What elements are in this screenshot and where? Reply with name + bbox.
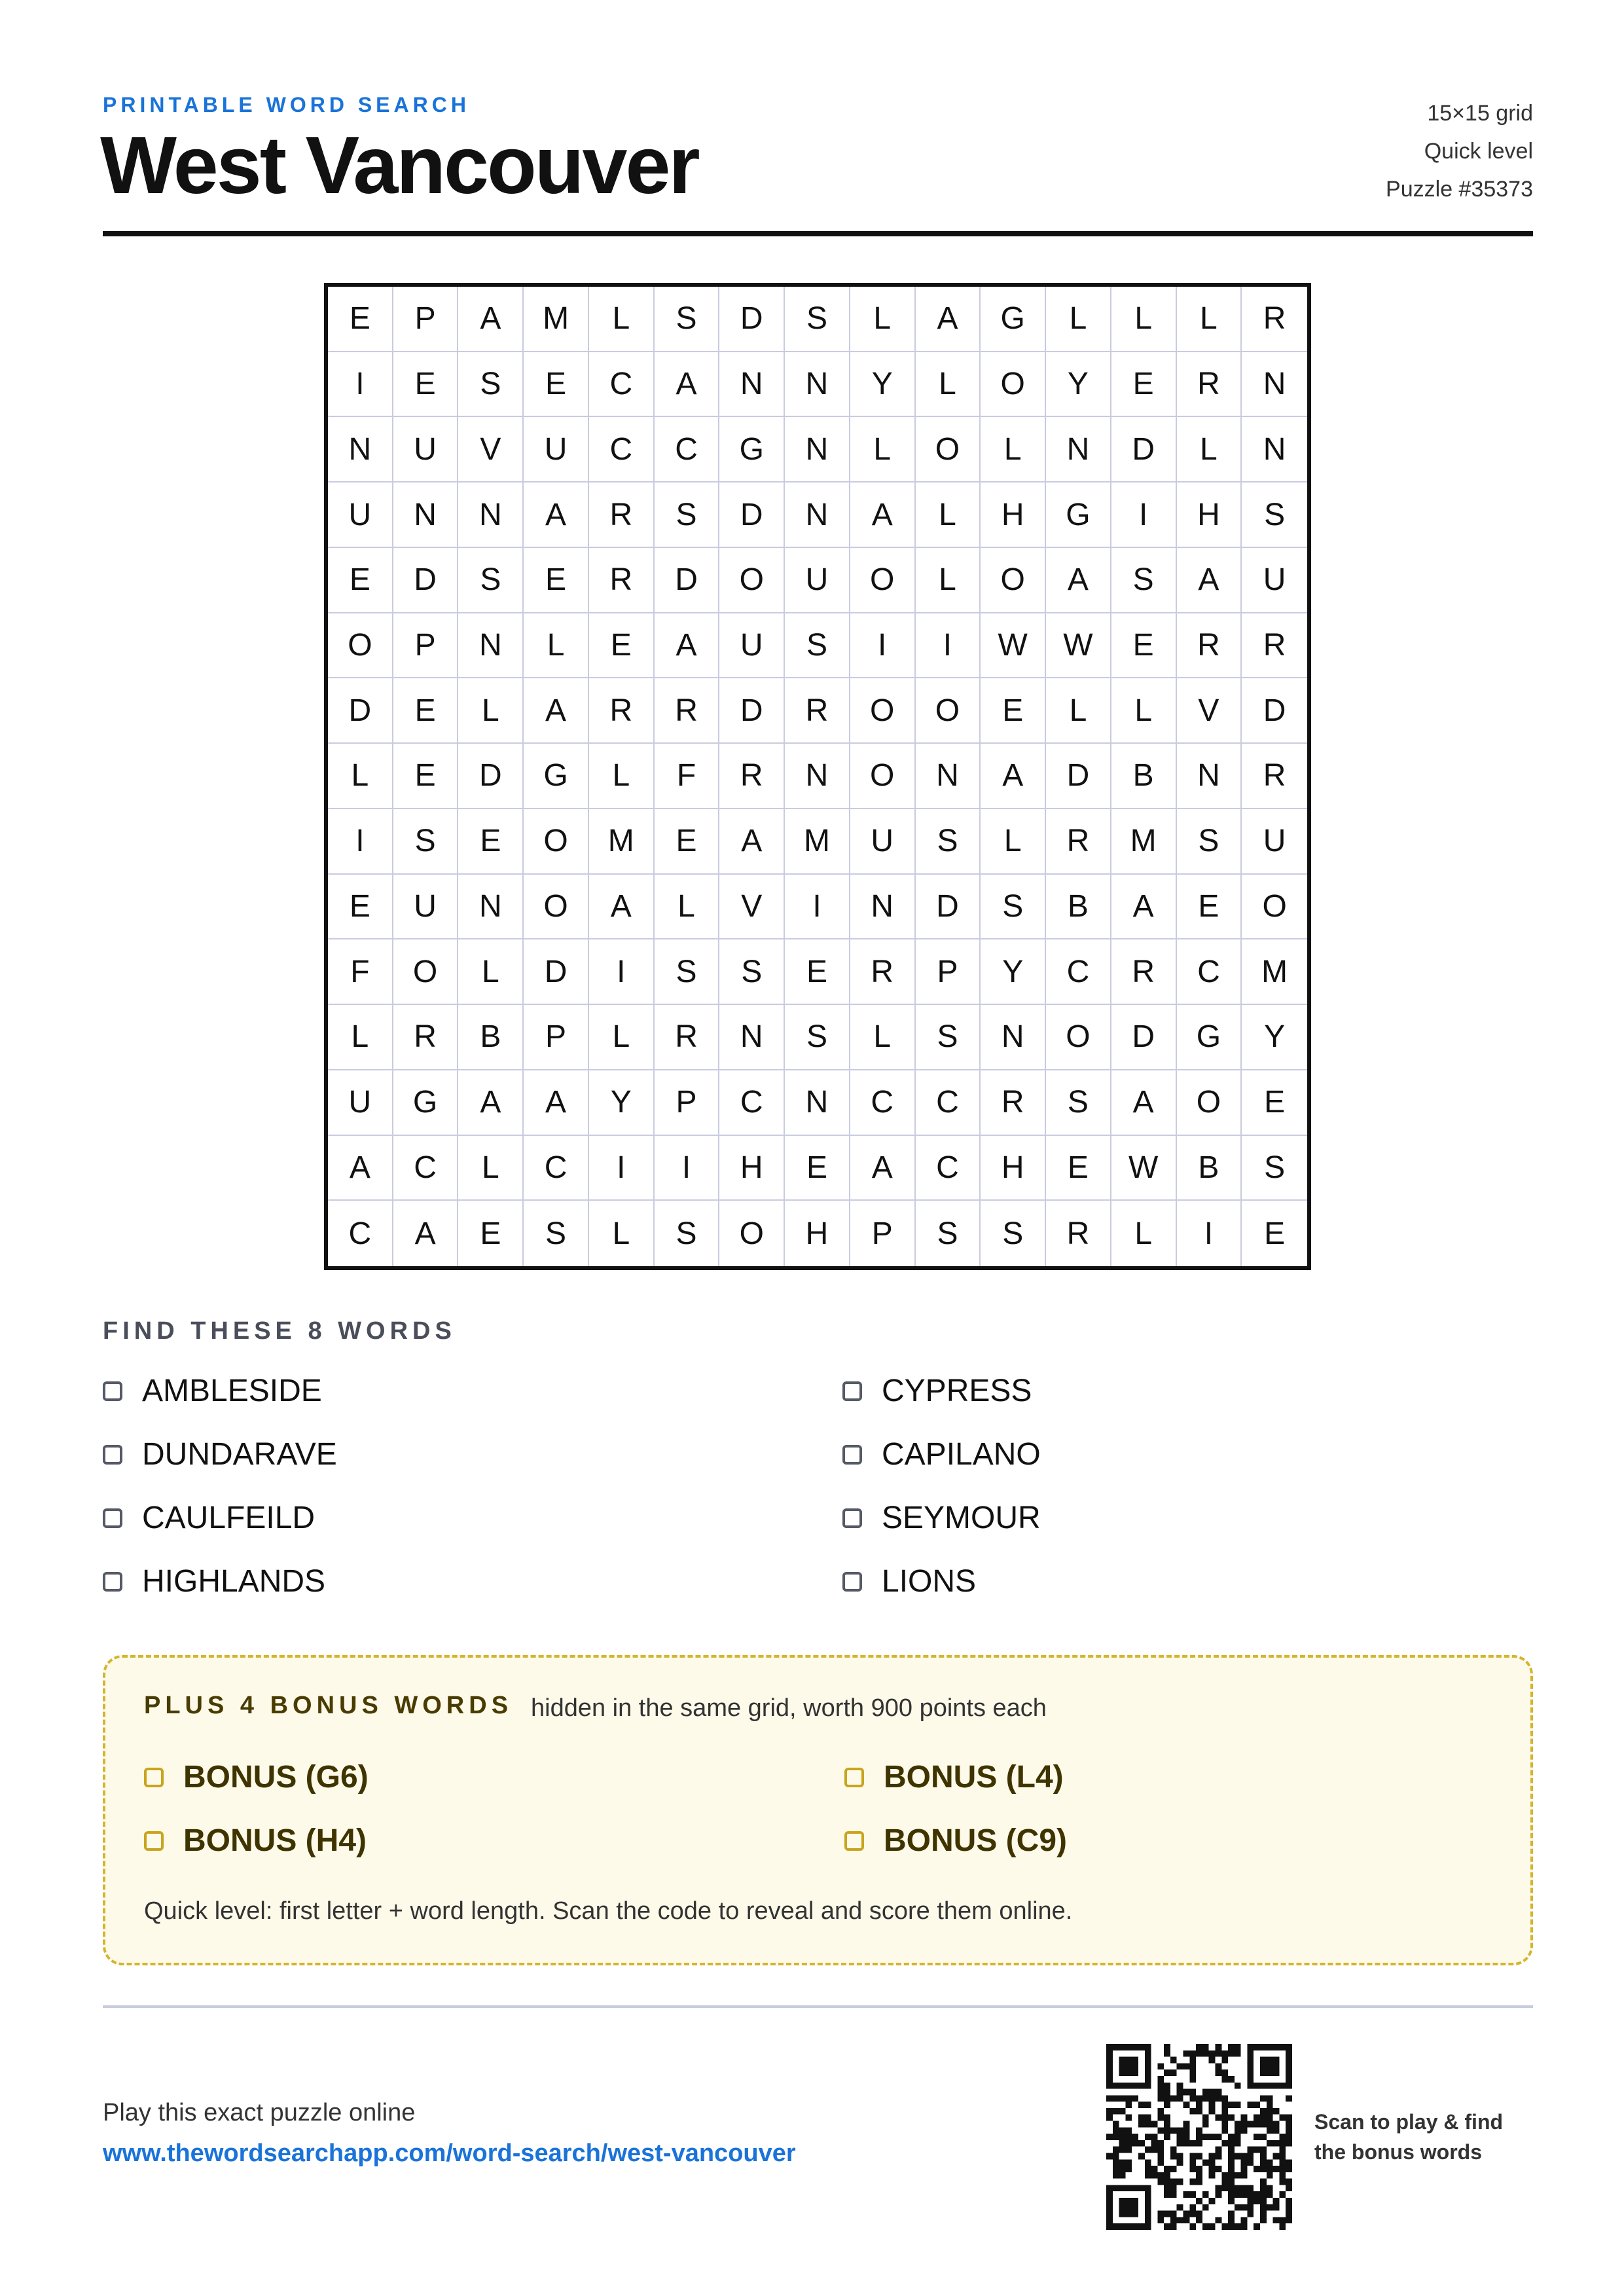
grid-cell[interactable]: C	[524, 1136, 589, 1201]
grid-cell[interactable]: A	[655, 613, 720, 679]
checkbox-icon[interactable]	[842, 1445, 862, 1465]
checkbox-icon[interactable]	[144, 1831, 164, 1851]
grid-cell[interactable]: D	[1111, 417, 1177, 483]
bonus-item[interactable]	[844, 1823, 1499, 1858]
grid-cell[interactable]: L	[1177, 287, 1242, 352]
grid-cell[interactable]: C	[916, 1136, 981, 1201]
grid-cell[interactable]: E	[1046, 1136, 1111, 1201]
grid-cell[interactable]: O	[1177, 1070, 1242, 1136]
grid-cell[interactable]: N	[1177, 744, 1242, 809]
grid-cell[interactable]: D	[524, 939, 589, 1005]
grid-cell[interactable]: P	[916, 939, 981, 1005]
grid-cell[interactable]: N	[785, 417, 850, 483]
grid-cell[interactable]: U	[328, 1070, 393, 1136]
grid-cell[interactable]: R	[1242, 287, 1307, 352]
grid-cell[interactable]: V	[719, 875, 785, 940]
bonus-item[interactable]	[144, 1760, 844, 1795]
header-divider	[103, 231, 1533, 236]
grid-cell[interactable]: A	[850, 1136, 916, 1201]
grid-cell[interactable]: Y	[850, 352, 916, 418]
grid-cell[interactable]: N	[393, 483, 459, 548]
grid-cell[interactable]: L	[524, 613, 589, 679]
checkbox-icon[interactable]	[842, 1572, 862, 1592]
grid-cell[interactable]: A	[1111, 1070, 1177, 1136]
grid-cell[interactable]: P	[850, 1201, 916, 1266]
puzzle-number-label: Puzzle #35373	[1386, 177, 1533, 202]
grid-cell[interactable]: C	[589, 352, 655, 418]
checkbox-icon[interactable]	[144, 1768, 164, 1787]
grid-cell[interactable]: E	[458, 809, 524, 875]
grid-cell[interactable]: E	[655, 809, 720, 875]
grid-cell[interactable]: E	[393, 744, 459, 809]
grid-cell[interactable]: N	[850, 875, 916, 940]
grid-cell[interactable]: N	[916, 744, 981, 809]
letter-grid[interactable]	[324, 283, 1311, 1270]
grid-cell[interactable]: A	[524, 678, 589, 744]
grid-cell[interactable]: B	[1046, 875, 1111, 940]
grid-cell[interactable]: N	[458, 483, 524, 548]
grid-cell[interactable]: N	[458, 875, 524, 940]
kicker-label: PRINTABLE WORD SEARCH	[103, 93, 470, 117]
grid-size-label: 15×15 grid	[1427, 101, 1533, 126]
grid-cell[interactable]: N	[719, 1005, 785, 1070]
grid-cell[interactable]: O	[981, 548, 1046, 613]
grid-cell[interactable]: A	[1177, 548, 1242, 613]
grid-cell[interactable]: V	[1177, 678, 1242, 744]
level-label: Quick level	[1424, 139, 1533, 164]
grid-cell[interactable]: O	[916, 417, 981, 483]
grid-cell[interactable]: O	[393, 939, 459, 1005]
checkbox-icon[interactable]	[842, 1508, 862, 1528]
bonus-list	[144, 1760, 1519, 1858]
grid-cell[interactable]: A	[1046, 548, 1111, 613]
grid-cell[interactable]: A	[916, 287, 981, 352]
word-item[interactable]	[842, 1564, 1533, 1599]
qr-caption-line: the bonus words	[1314, 2140, 1482, 2164]
grid-cell[interactable]: A	[981, 744, 1046, 809]
grid-cell[interactable]: R	[589, 483, 655, 548]
grid-cell[interactable]: G	[393, 1070, 459, 1136]
grid-cell[interactable]: L	[458, 678, 524, 744]
grid-cell[interactable]: U	[393, 875, 459, 940]
grid-cell[interactable]: B	[1177, 1136, 1242, 1201]
grid-cell[interactable]: A	[458, 287, 524, 352]
word-item[interactable]	[103, 1374, 842, 1408]
grid-cell[interactable]: U	[1242, 809, 1307, 875]
word-label: AMBLESIDE	[142, 1374, 322, 1408]
grid-cell[interactable]: U	[524, 417, 589, 483]
word-item[interactable]	[103, 1437, 842, 1472]
grid-cell[interactable]: E	[981, 678, 1046, 744]
grid-cell[interactable]: B	[458, 1005, 524, 1070]
grid-cell[interactable]: O	[328, 613, 393, 679]
grid-cell[interactable]: S	[458, 548, 524, 613]
grid-cell[interactable]: N	[1046, 417, 1111, 483]
grid-cell[interactable]: N	[458, 613, 524, 679]
grid-cell[interactable]: S	[1046, 1070, 1111, 1136]
grid-cell[interactable]: D	[458, 744, 524, 809]
play-online-text: Play this exact puzzle online	[103, 2099, 416, 2126]
bonus-item[interactable]	[144, 1823, 844, 1858]
grid-cell[interactable]: O	[850, 678, 916, 744]
grid-cell[interactable]: R	[655, 1005, 720, 1070]
grid-cell[interactable]: E	[393, 352, 459, 418]
grid-cell[interactable]: M	[1242, 939, 1307, 1005]
grid-cell[interactable]: C	[719, 1070, 785, 1136]
grid-cell[interactable]: D	[1111, 1005, 1177, 1070]
grid-cell[interactable]: C	[589, 417, 655, 483]
grid-cell[interactable]: U	[785, 548, 850, 613]
grid-cell[interactable]: I	[785, 875, 850, 940]
word-list	[103, 1374, 1533, 1599]
word-label: HIGHLANDS	[142, 1564, 326, 1599]
grid-cell[interactable]: L	[589, 1201, 655, 1266]
grid-cell[interactable]: E	[393, 678, 459, 744]
grid-cell[interactable]: S	[458, 352, 524, 418]
grid-cell[interactable]: D	[719, 678, 785, 744]
grid-cell[interactable]: D	[655, 548, 720, 613]
puzzle-url-link[interactable]: www.thewordsearchapp.com/word-search/west-vancouver	[103, 2140, 796, 2167]
checkbox-icon[interactable]	[844, 1831, 864, 1851]
grid-cell[interactable]: O	[850, 744, 916, 809]
grid-cell[interactable]: C	[393, 1136, 459, 1201]
grid-cell[interactable]: U	[1242, 548, 1307, 613]
grid-cell[interactable]: O	[916, 678, 981, 744]
grid-cell[interactable]: O	[981, 352, 1046, 418]
grid-cell[interactable]: S	[785, 613, 850, 679]
grid-cell[interactable]: S	[655, 287, 720, 352]
grid-cell[interactable]: U	[393, 417, 459, 483]
grid-cell[interactable]: O	[719, 1201, 785, 1266]
word-item[interactable]	[842, 1437, 1533, 1472]
grid-cell[interactable]: N	[328, 417, 393, 483]
bonus-subheading: hidden in the same grid, worth 900 points each	[531, 1694, 1047, 1722]
bonus-heading: PLUS 4 BONUS WORDS	[144, 1692, 513, 1719]
grid-cell[interactable]: R	[1242, 613, 1307, 679]
grid-cell[interactable]: O	[524, 875, 589, 940]
grid-cell[interactable]: I	[589, 1136, 655, 1201]
grid-cell[interactable]: S	[719, 939, 785, 1005]
grid-cell[interactable]: D	[328, 678, 393, 744]
grid-cell[interactable]: D	[1046, 744, 1111, 809]
checkbox-icon[interactable]	[103, 1572, 122, 1592]
grid-cell[interactable]: G	[719, 417, 785, 483]
grid-cell[interactable]: R	[655, 678, 720, 744]
grid-cell[interactable]: O	[524, 809, 589, 875]
grid-cell[interactable]: S	[916, 1005, 981, 1070]
bonus-label: BONUS (G6)	[183, 1760, 369, 1795]
grid-cell[interactable]: A	[393, 1201, 459, 1266]
grid-cell[interactable]: W	[1046, 613, 1111, 679]
grid-cell[interactable]: O	[719, 548, 785, 613]
grid-cell[interactable]: A	[328, 1136, 393, 1201]
grid-cell[interactable]: L	[1111, 287, 1177, 352]
bonus-label: BONUS (L4)	[884, 1760, 1064, 1795]
grid-cell[interactable]: N	[719, 352, 785, 418]
grid-cell[interactable]: V	[458, 417, 524, 483]
grid-cell[interactable]: Y	[589, 1070, 655, 1136]
footer-divider	[103, 2005, 1533, 2008]
grid-cell[interactable]: E	[328, 875, 393, 940]
grid-cell[interactable]: Y	[981, 939, 1046, 1005]
grid-cell[interactable]: S	[981, 875, 1046, 940]
grid-cell[interactable]: R	[1177, 352, 1242, 418]
grid-cell[interactable]: E	[589, 613, 655, 679]
grid-cell[interactable]: R	[393, 1005, 459, 1070]
grid-cell[interactable]: G	[524, 744, 589, 809]
grid-cell[interactable]: E	[524, 548, 589, 613]
grid-cell[interactable]: C	[655, 417, 720, 483]
grid-cell[interactable]: N	[1242, 417, 1307, 483]
grid-cell[interactable]: S	[524, 1201, 589, 1266]
grid-cell[interactable]: L	[850, 287, 916, 352]
grid-cell[interactable]: I	[850, 613, 916, 679]
grid-cell[interactable]: D	[393, 548, 459, 613]
grid-cell[interactable]: A	[458, 1070, 524, 1136]
grid-cell[interactable]: M	[785, 809, 850, 875]
find-words-heading: FIND THESE 8 WORDS	[103, 1317, 456, 1345]
grid-cell[interactable]: L	[850, 1005, 916, 1070]
grid-cell[interactable]: S	[1242, 483, 1307, 548]
grid-cell[interactable]: E	[458, 1201, 524, 1266]
checkbox-icon[interactable]	[103, 1508, 122, 1528]
qr-caption-line: Scan to play & find	[1314, 2110, 1504, 2134]
grid-cell[interactable]: L	[1046, 678, 1111, 744]
grid-cell[interactable]: C	[1177, 939, 1242, 1005]
grid-cell[interactable]: P	[393, 287, 459, 352]
grid-cell[interactable]: D	[719, 483, 785, 548]
grid-cell[interactable]: S	[1242, 1136, 1307, 1201]
word-item[interactable]	[103, 1501, 842, 1535]
grid-cell[interactable]: I	[328, 809, 393, 875]
grid-cell[interactable]: S	[1177, 809, 1242, 875]
bonus-box	[103, 1655, 1533, 1965]
grid-cell[interactable]: E	[524, 352, 589, 418]
grid-cell[interactable]: S	[916, 1201, 981, 1266]
bonus-note: Quick level: first letter + word length. Scan the code to reveal and score them online.	[144, 1897, 1073, 1925]
grid-cell[interactable]: P	[524, 1005, 589, 1070]
word-label: SEYMOUR	[882, 1501, 1041, 1535]
grid-cell[interactable]: C	[916, 1070, 981, 1136]
grid-cell[interactable]: L	[589, 287, 655, 352]
bonus-label: BONUS (C9)	[884, 1823, 1068, 1858]
grid-cell[interactable]: C	[850, 1070, 916, 1136]
grid-cell[interactable]: L	[1111, 678, 1177, 744]
grid-cell[interactable]: B	[1111, 744, 1177, 809]
grid-cell[interactable]: R	[981, 1070, 1046, 1136]
grid-cell[interactable]: O	[1046, 1005, 1111, 1070]
grid-cell[interactable]: R	[785, 678, 850, 744]
grid-cell[interactable]: Y	[1046, 352, 1111, 418]
grid-cell[interactable]: S	[1111, 548, 1177, 613]
grid-cell[interactable]: L	[458, 939, 524, 1005]
grid-cell[interactable]: E	[328, 287, 393, 352]
grid-cell[interactable]: O	[1242, 875, 1307, 940]
grid-cell[interactable]: R	[1242, 744, 1307, 809]
word-label: CAULFEILD	[142, 1501, 316, 1535]
grid-cell[interactable]: E	[785, 939, 850, 1005]
grid-cell[interactable]: A	[524, 483, 589, 548]
grid-cell[interactable]: H	[719, 1136, 785, 1201]
grid-cell[interactable]: I	[1177, 1201, 1242, 1266]
grid-cell[interactable]: A	[850, 483, 916, 548]
grid-cell[interactable]: Y	[1242, 1005, 1307, 1070]
grid-cell[interactable]: M	[1111, 809, 1177, 875]
grid-cell[interactable]: I	[1111, 483, 1177, 548]
word-item[interactable]	[103, 1564, 842, 1599]
grid-cell[interactable]: A	[655, 352, 720, 418]
grid-cell[interactable]: G	[1046, 483, 1111, 548]
grid-cell[interactable]: H	[981, 1136, 1046, 1201]
grid-cell[interactable]: M	[589, 809, 655, 875]
grid-cell[interactable]: F	[655, 744, 720, 809]
grid-cell[interactable]: N	[981, 1005, 1046, 1070]
checkbox-icon[interactable]	[103, 1445, 122, 1465]
grid-cell[interactable]: I	[916, 613, 981, 679]
grid-cell[interactable]: L	[916, 483, 981, 548]
grid-cell[interactable]: L	[981, 417, 1046, 483]
grid-cell[interactable]: P	[393, 613, 459, 679]
grid-cell[interactable]: I	[589, 939, 655, 1005]
grid-cell[interactable]: N	[785, 483, 850, 548]
grid-cell[interactable]: H	[981, 483, 1046, 548]
grid-cell[interactable]: G	[981, 287, 1046, 352]
grid-cell[interactable]: S	[916, 809, 981, 875]
word-item[interactable]	[842, 1501, 1533, 1535]
grid-cell[interactable]: S	[785, 1005, 850, 1070]
checkbox-icon[interactable]	[844, 1768, 864, 1787]
grid-cell[interactable]: L	[589, 744, 655, 809]
grid-cell[interactable]: S	[655, 939, 720, 1005]
checkbox-icon[interactable]	[103, 1381, 122, 1401]
grid-cell[interactable]: I	[655, 1136, 720, 1201]
grid-cell[interactable]: E	[1111, 352, 1177, 418]
grid-cell[interactable]: L	[916, 352, 981, 418]
page-title: West Vancouver	[100, 120, 698, 211]
grid-cell[interactable]: R	[1111, 939, 1177, 1005]
grid-cell[interactable]: M	[524, 287, 589, 352]
grid-cell[interactable]: L	[850, 417, 916, 483]
grid-cell[interactable]: N	[785, 744, 850, 809]
word-label: CYPRESS	[882, 1374, 1032, 1408]
grid-cell[interactable]: C	[1046, 939, 1111, 1005]
grid-cell[interactable]: L	[916, 548, 981, 613]
grid-cell[interactable]: U	[328, 483, 393, 548]
qr-code-icon[interactable]	[1106, 2044, 1292, 2230]
grid-cell[interactable]: E	[785, 1136, 850, 1201]
qr-caption	[1314, 2107, 1530, 2167]
grid-cell[interactable]: R	[589, 548, 655, 613]
grid-cell[interactable]: G	[1177, 1005, 1242, 1070]
grid-cell[interactable]: W	[1111, 1136, 1177, 1201]
grid-cell[interactable]: E	[1242, 1070, 1307, 1136]
grid-cell[interactable]: R	[1177, 613, 1242, 679]
grid-cell[interactable]: E	[1264, 1216, 1286, 1251]
grid-cell[interactable]: P	[655, 1070, 720, 1136]
grid-cell[interactable]: U	[850, 809, 916, 875]
grid-cell[interactable]: E	[1177, 875, 1242, 940]
bonus-label: BONUS (H4)	[183, 1823, 367, 1858]
grid-cell[interactable]: U	[719, 613, 785, 679]
bonus-item[interactable]	[844, 1760, 1499, 1795]
grid-cell[interactable]: R	[850, 939, 916, 1005]
grid-cell[interactable]: L	[589, 1005, 655, 1070]
grid-cell[interactable]: R	[589, 678, 655, 744]
grid-cell[interactable]: S	[655, 1201, 720, 1266]
grid-cell[interactable]: L	[328, 1005, 393, 1070]
grid-cell[interactable]: L	[981, 809, 1046, 875]
grid-cell[interactable]: N	[1242, 352, 1307, 418]
grid-cell[interactable]: D	[719, 287, 785, 352]
grid-cell[interactable]: F	[328, 939, 393, 1005]
grid-cell[interactable]: S	[655, 483, 720, 548]
grid-cell[interactable]: L	[1046, 287, 1111, 352]
grid-cell[interactable]: C	[328, 1201, 393, 1266]
grid-cell[interactable]: S	[393, 809, 459, 875]
grid-cell[interactable]: L	[1177, 417, 1242, 483]
grid-cell[interactable]: H	[1177, 483, 1242, 548]
grid-cell[interactable]: A	[719, 809, 785, 875]
puzzle-meta	[1386, 94, 1533, 208]
grid-cell[interactable]: L	[1111, 1201, 1177, 1266]
grid-cell[interactable]: A	[1111, 875, 1177, 940]
grid-cell[interactable]: L	[458, 1136, 524, 1201]
grid-cell[interactable]: H	[785, 1201, 850, 1266]
checkbox-icon[interactable]	[842, 1381, 862, 1401]
grid-cell[interactable]: D	[1242, 678, 1307, 744]
grid-cell[interactable]: S	[785, 287, 850, 352]
grid-cell[interactable]: N	[785, 1070, 850, 1136]
grid-cell[interactable]: E	[328, 548, 393, 613]
grid-cell[interactable]: E	[1111, 613, 1177, 679]
grid-cell[interactable]: A	[589, 875, 655, 940]
word-label: CAPILANO	[882, 1437, 1041, 1472]
grid-cell[interactable]: R	[1046, 809, 1111, 875]
word-label: LIONS	[882, 1564, 977, 1599]
grid-cell[interactable]: L	[655, 875, 720, 940]
grid-cell[interactable]: R	[1046, 1201, 1111, 1266]
grid-cell[interactable]: W	[981, 613, 1046, 679]
grid-cell[interactable]: D	[916, 875, 981, 940]
grid-cell[interactable]: L	[328, 744, 393, 809]
grid-cell[interactable]: S	[981, 1201, 1046, 1266]
grid-cell[interactable]: N	[785, 352, 850, 418]
grid-cell[interactable]: R	[719, 744, 785, 809]
grid-cell[interactable]: O	[850, 548, 916, 613]
grid-cell[interactable]: A	[524, 1070, 589, 1136]
grid-cell[interactable]: I	[328, 352, 393, 418]
word-label: DUNDARAVE	[142, 1437, 337, 1472]
word-item[interactable]	[842, 1374, 1533, 1408]
